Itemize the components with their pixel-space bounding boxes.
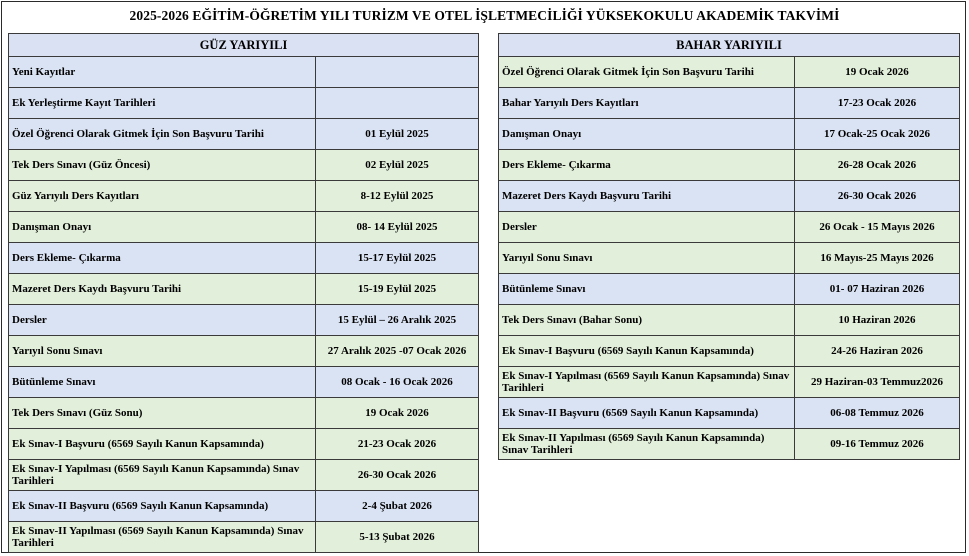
guz-event-label: Tek Ders Sınavı (Güz Öncesi) — [9, 150, 316, 181]
guz-row — [9, 119, 479, 150]
guz-row — [9, 150, 479, 181]
guz-event-label: Mazeret Ders Kaydı Başvuru Tarihi — [9, 274, 316, 305]
guz-event-label: Dersler — [9, 305, 316, 336]
guz-event-label: Ek Sınav-II Yapılması (6569 Sayılı Kanun Kapsamında) Sınav Tarihleri — [9, 522, 316, 553]
bahar-row — [499, 212, 960, 243]
bahar-event-label: Ek Sınav-I Başvuru (6569 Sayılı Kanun Kapsamında) — [499, 336, 795, 367]
bahar-row — [499, 398, 960, 429]
bahar-event-date: 17-23 Ocak 2026 — [795, 88, 960, 119]
bahar-event-date: 29 Haziran-03 Temmuz2026 — [795, 367, 960, 398]
guz-event-date: 15-17 Eylül 2025 — [316, 243, 479, 274]
bahar-event-date: 16 Mayıs-25 Mayıs 2026 — [795, 243, 960, 274]
bahar-event-date: 26 Ocak - 15 Mayıs 2026 — [795, 212, 960, 243]
guz-event-date: 27 Aralık 2025 -07 Ocak 2026 — [316, 336, 479, 367]
guz-row — [9, 243, 479, 274]
guz-event-label: Yarıyıl Sonu Sınavı — [9, 336, 316, 367]
guz-event-label: Danışman Onayı — [9, 212, 316, 243]
guz-event-label: Ek Sınav-I Başvuru (6569 Sayılı Kanun Kapsamında) — [9, 429, 316, 460]
guz-row — [9, 367, 479, 398]
guz-row — [9, 212, 479, 243]
guz-row — [9, 181, 479, 212]
guz-event-date — [316, 57, 479, 88]
guz-row — [9, 429, 479, 460]
guz-event-label: Özel Öğrenci Olarak Gitmek İçin Son Başvuru Tarihi — [9, 119, 316, 150]
guz-event-label: Yeni Kayıtlar — [9, 57, 316, 88]
bahar-semester-table — [498, 33, 960, 460]
guz-row — [9, 88, 479, 119]
bahar-row — [499, 150, 960, 181]
guz-event-label: Ek Sınav-I Yapılması (6569 Sayılı Kanun Kapsamında) Sınav Tarihleri — [9, 460, 316, 491]
bahar-event-label: Ek Sınav-I Yapılması (6569 Sayılı Kanun Kapsamında) Sınav Tarihleri — [499, 367, 795, 398]
bahar-event-date: 10 Haziran 2026 — [795, 305, 960, 336]
bahar-event-label: Mazeret Ders Kaydı Başvuru Tarihi — [499, 181, 795, 212]
guz-header-row — [9, 34, 479, 57]
guz-event-date: 2-4 Şubat 2026 — [316, 491, 479, 522]
bahar-header: BAHAR YARIYILI — [499, 34, 960, 57]
bahar-header-row — [499, 34, 960, 57]
bahar-row — [499, 119, 960, 150]
guz-row — [9, 274, 479, 305]
bahar-event-label: Dersler — [499, 212, 795, 243]
page-title: 2025-2026 EĞİTİM-ÖĞRETİM YILI TURİZM VE OTEL İŞLETMECİLİĞİ YÜKSEKOKULU AKADEMİK TAKVİMİ — [129, 8, 840, 23]
bahar-event-label: Ek Sınav-II Başvuru (6569 Sayılı Kanun Kapsamında) — [499, 398, 795, 429]
bahar-row — [499, 274, 960, 305]
guz-event-date: 26-30 Ocak 2026 — [316, 460, 479, 491]
guz-row — [9, 460, 479, 491]
bahar-event-date: 24-26 Haziran 2026 — [795, 336, 960, 367]
bahar-row — [499, 305, 960, 336]
guz-event-label: Ders Ekleme- Çıkarma — [9, 243, 316, 274]
bahar-row — [499, 429, 960, 460]
bahar-event-label: Yarıyıl Sonu Sınavı — [499, 243, 795, 274]
bahar-event-label: Tek Ders Sınavı (Bahar Sonu) — [499, 305, 795, 336]
bahar-event-date: 26-30 Ocak 2026 — [795, 181, 960, 212]
guz-event-label: Bütünleme Sınavı — [9, 367, 316, 398]
bahar-event-date: 19 Ocak 2026 — [795, 57, 960, 88]
guz-event-label: Ek Yerleştirme Kayıt Tarihleri — [9, 88, 316, 119]
bahar-event-date: 06-08 Temmuz 2026 — [795, 398, 960, 429]
guz-event-date: 15 Eylül – 26 Aralık 2025 — [316, 305, 479, 336]
guz-event-label: Güz Yarıyılı Ders Kayıtları — [9, 181, 316, 212]
guz-event-date: 8-12 Eylül 2025 — [316, 181, 479, 212]
bahar-event-date: 01- 07 Haziran 2026 — [795, 274, 960, 305]
bahar-row — [499, 57, 960, 88]
bahar-row — [499, 243, 960, 274]
guz-event-date: 08 Ocak - 16 Ocak 2026 — [316, 367, 479, 398]
guz-event-date: 15-19 Eylül 2025 — [316, 274, 479, 305]
guz-event-date: 02 Eylül 2025 — [316, 150, 479, 181]
guz-event-label: Tek Ders Sınavı (Güz Sonu) — [9, 398, 316, 429]
guz-header: GÜZ YARIYILI — [9, 34, 479, 57]
bahar-event-date: 09-16 Temmuz 2026 — [795, 429, 960, 460]
bahar-row — [499, 181, 960, 212]
guz-event-date — [316, 88, 479, 119]
guz-semester-table — [8, 33, 479, 553]
guz-row — [9, 305, 479, 336]
bahar-event-label: Bahar Yarıyılı Ders Kayıtları — [499, 88, 795, 119]
guz-event-date: 08- 14 Eylül 2025 — [316, 212, 479, 243]
guz-row — [9, 336, 479, 367]
bahar-event-date: 26-28 Ocak 2026 — [795, 150, 960, 181]
guz-event-date: 5-13 Şubat 2026 — [316, 522, 479, 553]
guz-event-date: 19 Ocak 2026 — [316, 398, 479, 429]
guz-event-date: 21-23 Ocak 2026 — [316, 429, 479, 460]
bahar-event-label: Ek Sınav-II Yapılması (6569 Sayılı Kanun Kapsamında) Sınav Tarihleri — [499, 429, 795, 460]
guz-event-label: Ek Sınav-II Başvuru (6569 Sayılı Kanun Kapsamında) — [9, 491, 316, 522]
guz-row — [9, 398, 479, 429]
guz-row — [9, 491, 479, 522]
bahar-event-label: Danışman Onayı — [499, 119, 795, 150]
guz-row — [9, 522, 479, 553]
bahar-event-label: Ders Ekleme- Çıkarma — [499, 150, 795, 181]
bahar-event-label: Özel Öğrenci Olarak Gitmek İçin Son Başvuru Tarihi — [499, 57, 795, 88]
bahar-event-date: 17 Ocak-25 Ocak 2026 — [795, 119, 960, 150]
bahar-row — [499, 336, 960, 367]
bahar-row — [499, 367, 960, 398]
guz-event-date: 01 Eylül 2025 — [316, 119, 479, 150]
guz-row — [9, 57, 479, 88]
bahar-row — [499, 88, 960, 119]
bahar-event-label: Bütünleme Sınavı — [499, 274, 795, 305]
